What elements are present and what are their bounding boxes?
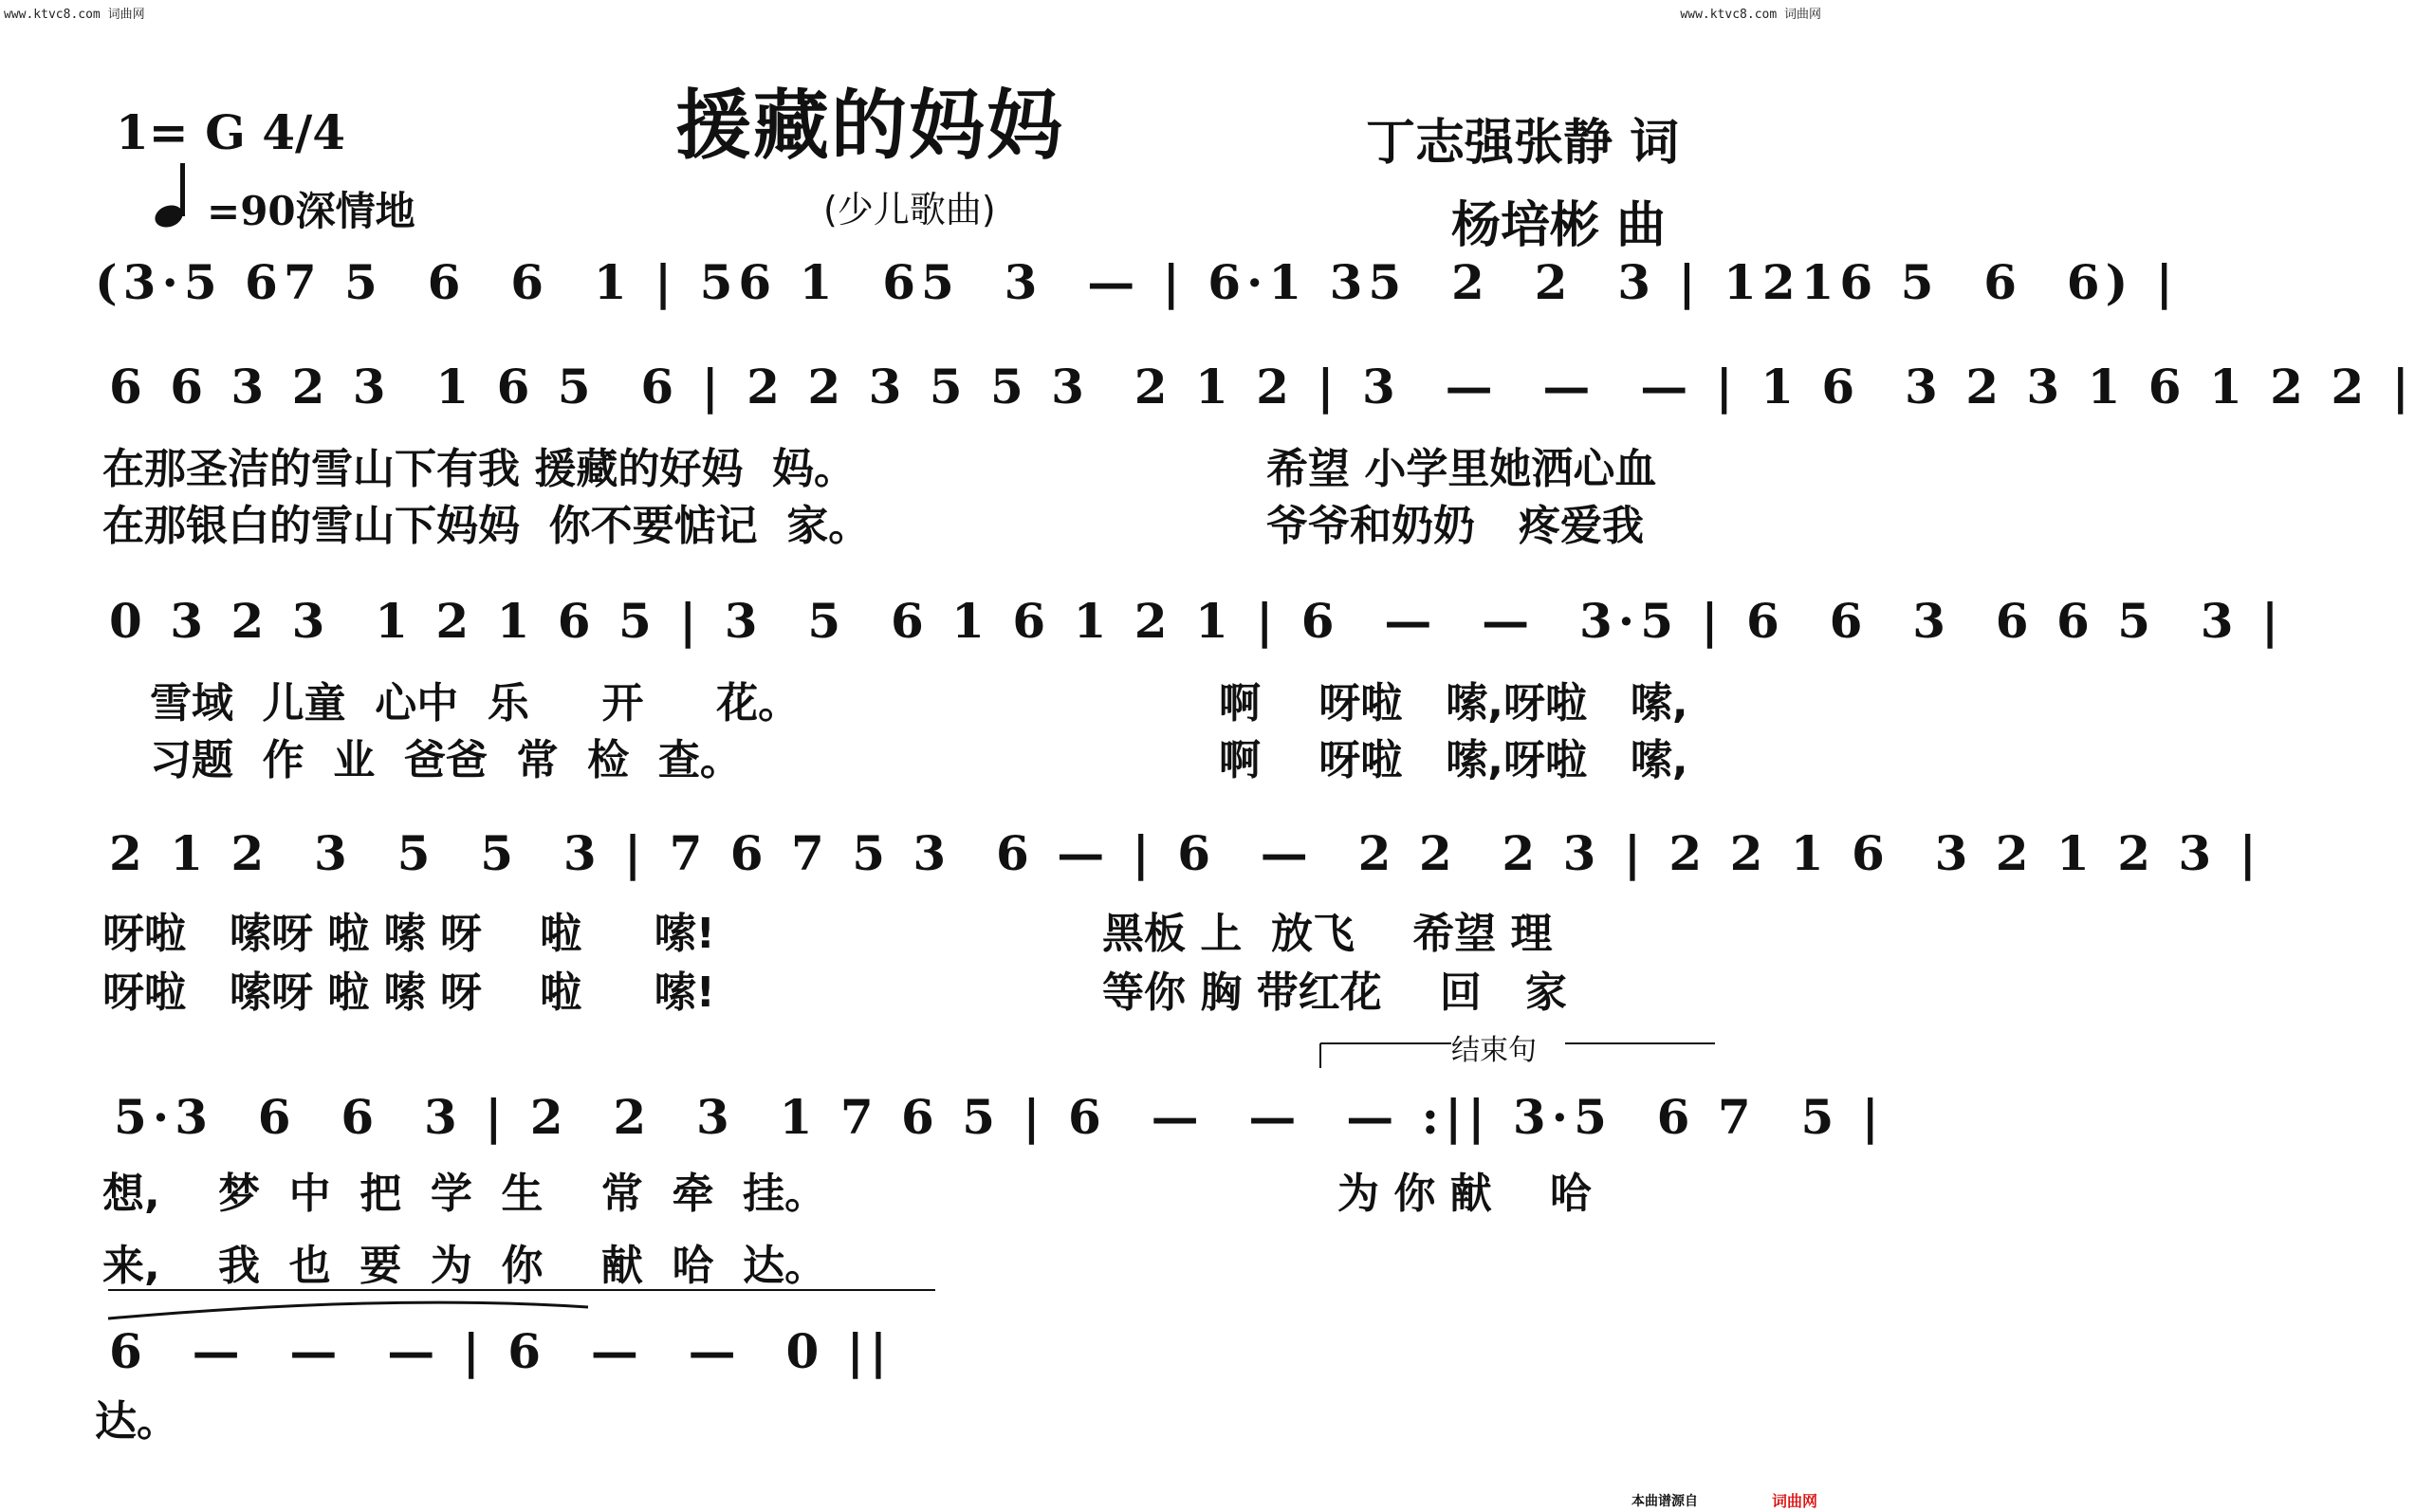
lyric-row-2-verse-1: 在那圣洁的雪山下有我 援藏的好妈 妈。 [102, 445, 856, 493]
watermark-right: www.ktvc8.com 词曲网 [1680, 8, 1821, 22]
lyric-row-4-verse-2: 呀啦 嗦呀 啦 嗦 呀 啦 嗦! [102, 968, 715, 1017]
composer-credit: 杨培彬 曲 [1451, 196, 1667, 254]
notation-row-1: (3·5 67 5 6 6 1 | 56 1 65 3 — | 6·1 35 2 2 3 | 1216 5 6 6) | [95, 254, 2179, 310]
lyric-row-3-verse-1: 雪域 儿童 心中 乐 开 花。 [150, 679, 801, 728]
tie-line [104, 1286, 939, 1324]
notation-row-3: 0 3 2 3 1 2 1 6 5 | 3 5 6 1 6 1 2 1 | 6 — — 3·5 | 6 6 3 6 6 5 3 | [109, 593, 2285, 649]
lyric-row-5-verse-2: 来, 我 也 要 为 你 献 哈 达。 [102, 1242, 827, 1290]
tempo-marking: =90深情地 [207, 188, 415, 234]
notation-row-6: 6 — — — | 6 — — 0 || [109, 1323, 894, 1379]
lyric-row-4-right-verse-1: 黑板 上 放飞 希望 理 [1102, 910, 1553, 958]
lyric-row-5-verse-1: 想, 梦 中 把 学 生 常 牵 挂。 [102, 1170, 827, 1218]
footer-site-logo: 词曲网 [1772, 1492, 1818, 1510]
lyric-row-5-right-verse-1: 为 你 献 哈 [1337, 1170, 1592, 1218]
song-subtitle: (少儿歌曲) [823, 189, 996, 230]
lyric-row-4-right-verse-2: 等你 胸 带红花 回 家 [1102, 968, 1567, 1017]
lyric-row-3-right-verse-2: 啊 呀啦 嗦,呀啦 嗦, [1219, 736, 1688, 784]
lyric-row-6-verse-1: 达。 [95, 1397, 178, 1446]
lyric-row-4-verse-1: 呀啦 嗦呀 啦 嗦 呀 啦 嗦! [102, 910, 715, 958]
ending-label: 结束句 [1451, 1034, 1537, 1067]
lyric-row-2-right-verse-2: 爷爷和奶奶 疼爱我 [1266, 502, 1644, 550]
notation-row-4: 2 1 2 3 5 5 3 | 7 6 7 5 3 6 — | 6 — 2 2 2 3 | 2 2 1 6 3 2 1 2 3 | [109, 825, 2262, 881]
lyric-row-2-verse-2: 在那银白的雪山下妈妈 你不要惦记 家。 [102, 502, 871, 550]
lyric-row-2-right-verse-1: 希望 小学里她洒心血 [1266, 445, 1657, 493]
key-signature: 1= G 4/4 [116, 104, 346, 160]
song-title: 援藏的妈妈 [675, 81, 1064, 170]
notation-row-5: 5·3 6 6 3 | 2 2 3 1 7 6 5 | 6 — — — :|| 3·5 6 7 5 | [114, 1089, 1885, 1145]
quarter-note-icon [150, 159, 207, 230]
notation-row-2: 6 6 3 2 3 1 6 5 6 | 2 2 3 5 5 3 2 1 2 | 3 — — — | 1 6 3 2 3 1 6 1 2 2 | [109, 359, 2415, 415]
lyric-row-3-right-verse-1: 啊 呀啦 嗦,呀啦 嗦, [1219, 679, 1688, 728]
lyric-row-3-verse-2: 习题 作 业 爸爸 常 检 查。 [150, 736, 742, 784]
lyricist-credit: 丁志强张静 词 [1366, 114, 1680, 172]
footer-source-label: 本曲谱源自 [1632, 1494, 1698, 1509]
watermark-left: www.ktvc8.com 词曲网 [4, 8, 145, 22]
